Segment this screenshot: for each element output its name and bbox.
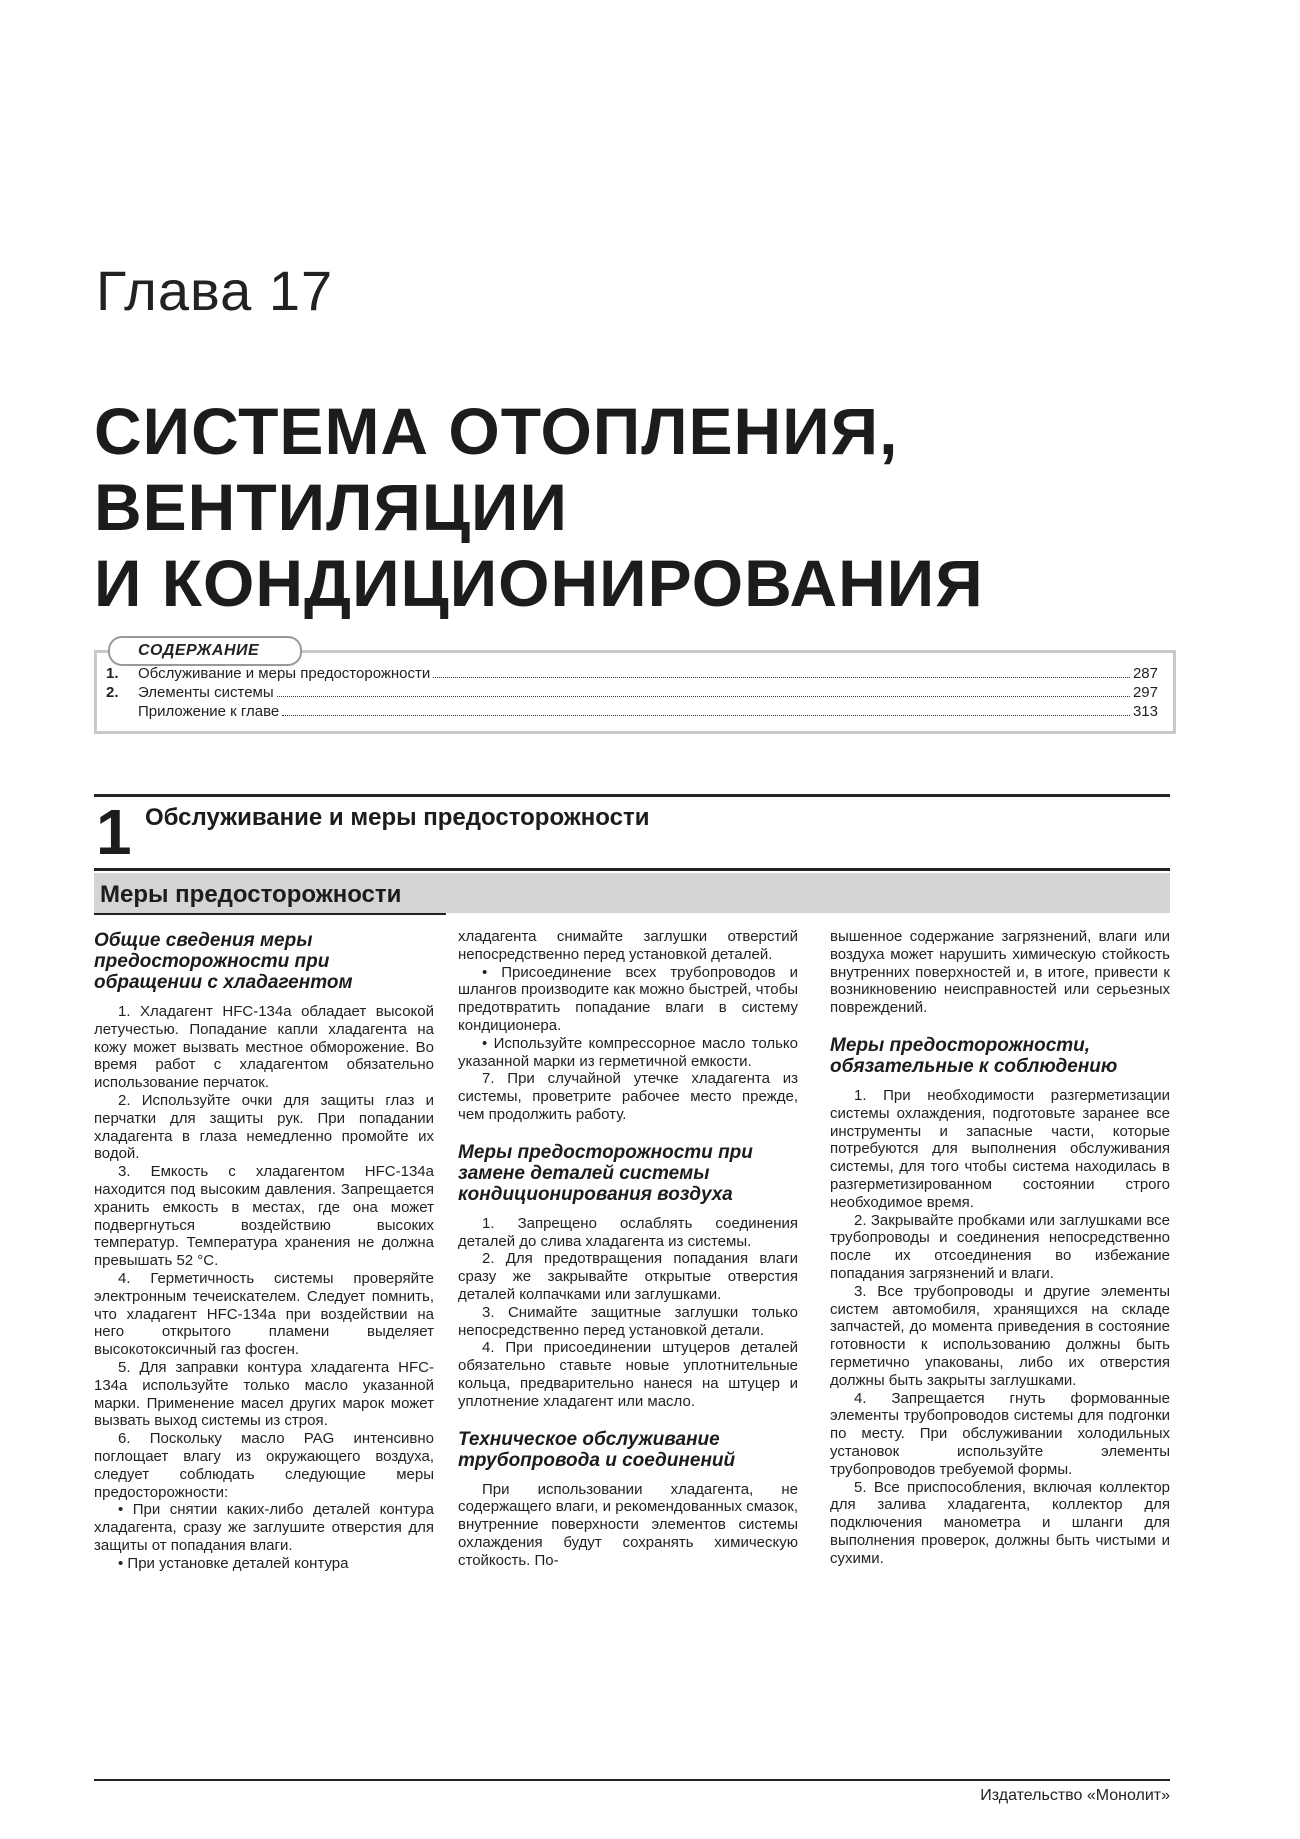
toc-entry-page: 313: [1132, 703, 1158, 720]
bullet-paragraph: • При установке деталей контура: [118, 1554, 349, 1572]
paragraph: 3. Снимайте защитные заглушки только непосредственно перед установкой детали.: [458, 1303, 798, 1339]
paragraph: вышенное содержание загрязнений, влаги или воздуха может нарушить химическую стойкость внутренних поверхностей и, в итоге, привести к возникновению неисправностей или серьезных повреждений.: [830, 928, 1170, 1017]
paragraph: 2. Используйте очки для защиты глаз и перчатки для защиты рук. При попадании хладагента в глаза немедленно промойте их водой.: [94, 1091, 434, 1163]
chapter-title: [94, 393, 1194, 621]
text-column-2: [458, 928, 798, 1570]
subsection-title: Меры предосторожности: [100, 881, 402, 908]
paragraph: 4. Запрещается гнуть формованные элементы трубопроводов системы для подгонки по месту. При обслуживании холодильных установок используйте элементы трубопроводов требуемой формы.: [830, 1389, 1170, 1478]
bullet-paragraph: • Присоединение всех трубопроводов и шлангов производите как можно быстрей, чтобы предотвратить попадание влаги в систему кондиционера.: [458, 963, 798, 1034]
paragraph: 2. Для предотвращения попадания влаги сразу же закрывайте открытые отверстия деталей колпачками или заглушками.: [458, 1250, 798, 1303]
toc-entry-number: 1.: [106, 665, 119, 682]
column-heading: Меры предосторожности, обязательные к соблюдению: [830, 1034, 1118, 1077]
bullet-paragraph: • Используйте компрессорное масло только указанной марки из герметичной емкости.: [458, 1034, 798, 1070]
toc-entry[interactable]: [106, 683, 1158, 702]
publisher-name: Издательство «Монолит»: [980, 1787, 1170, 1804]
paragraph: 5. Все приспособления, включая коллектор для залива хладагента, коллектор для подключения манометра и шланги для выполнения проверок, должны быть чистыми и сухими.: [830, 1478, 1170, 1567]
footer-rule: [94, 1779, 1170, 1781]
chapter-title-line: И КОНДИЦИОНИРОВАНИЯ: [94, 546, 984, 620]
toc-entry[interactable]: [106, 702, 1158, 721]
bullet-paragraph: • При снятии каких-либо деталей контура хладагента, сразу же заглушите отверстия для защиты от попадания влаги.: [94, 1501, 434, 1554]
toc-entry-label: Обслуживание и меры предосторожности: [138, 665, 431, 682]
paragraph: 4. При присоединении штуцеров деталей обязательно ставьте новые уплотнительные кольца, предварительно нанеся на штуцер и уплотнение хладагент или масло.: [458, 1339, 798, 1410]
chapter-title-line: ВЕНТИЛЯЦИИ: [94, 470, 568, 544]
toc-entry-number: 2.: [106, 684, 119, 701]
paragraph: 3. Все трубопроводы и другие элементы систем автомобиля, хранящихся на складе запчастей, до момента приведения в состояние готовности к использованию должны быть герметично упакованы, либо их отверстия должны быть закрыты заглушками.: [830, 1282, 1170, 1389]
paragraph: 2. Закрывайте пробками или заглушками все трубопроводы и соединения непосредственно после их отсоединения во избежание попадания загрязнений и влаги.: [830, 1211, 1170, 1282]
column-heading: Общие сведения меры предосторожности при обращении с хладагентом: [94, 930, 353, 993]
chapter-title-line: СИСТЕМА ОТОПЛЕНИЯ,: [94, 394, 899, 468]
column-heading: Техническое обслуживание трубопровода и соединений: [458, 1428, 736, 1471]
section-bottom-rule: [94, 868, 1170, 871]
toc-entry[interactable]: [106, 664, 1158, 683]
toc-entry-page: 287: [1132, 665, 1158, 682]
section-title: Обслуживание и меры предосторожности: [145, 804, 650, 831]
paragraph: 1. Хладагент HFC-134a обладает высокой летучестью. Попадание капли хладагента на кожу может вызвать местное обморожение. Во время работ с хладагентом обязательно использование перчаток.: [94, 1003, 434, 1092]
paragraph: При использовании хладагента, не содержащего влаги, и рекомендованных смазок, внутренние поверхности элементов системы охлаждения будут сохранять химическую стойкость. По-: [458, 1480, 798, 1569]
toc-heading: СОДЕРЖАНИЕ: [108, 636, 302, 666]
paragraph: 4. Герметичность системы проверяйте электронным течеискателем. Следует помнить, что хладагент HFC-134a при воздействии на него открытого пламени выделяет высокотоксичный газ фосген.: [94, 1269, 434, 1359]
paragraph: 1. Запрещено ослаблять соединения деталей до слива хладагента из системы.: [458, 1214, 798, 1250]
text-column-1: [94, 930, 434, 1573]
text-column-3: [830, 928, 1170, 1568]
toc-leader-dots: [277, 695, 1130, 697]
toc-entry-label: Приложение к главе: [138, 703, 280, 720]
subsection-underline: [94, 913, 446, 915]
toc-leader-dots: [282, 714, 1130, 716]
toc-list: [106, 664, 1158, 721]
paragraph: хладагента снимайте заглушки отверстий непосредственно перед установкой деталей.: [458, 928, 798, 963]
column-heading: Меры предосторожности при замене деталей системы кондиционирования воздуха: [458, 1141, 753, 1205]
toc-entry-page: 297: [1132, 684, 1158, 701]
toc-leader-dots: [433, 676, 1130, 678]
paragraph: 6. Поскольку масло PAG интенсивно поглощает влагу из окружающего воздуха, следует соблюдать следующие меры предосторожности:: [94, 1430, 434, 1501]
paragraph: 5. Для заправки контура хладагента HFC-134a используйте только масло указанной марки. Применение масел других марок может вызвать выход системы из строя.: [94, 1358, 434, 1430]
section-top-rule: [94, 794, 1170, 797]
toc-entry-label: Элементы системы: [138, 684, 274, 701]
paragraph: 7. При случайной утечке хладагента из системы, проветрите рабочее место прежде, чем продолжить работу.: [458, 1070, 798, 1123]
paragraph: 3. Емкость с хладагентом HFC-134a находится под высоким давления. Запрещается хранить емкость в местах, где она может подвергнуться воздействию высоких температур. Температура хранения не должна превышать 52 °С.: [94, 1163, 434, 1270]
paragraph: 1. При необходимости разгерметизации системы охлаждения, подготовьте заранее все инструменты и запасные части, которые потребуются для выполнения обслуживания системы, для того чтобы система находилась в разгерметизированном состоянии строго необходимое время.: [830, 1086, 1170, 1211]
section-number: 1: [96, 796, 132, 868]
chapter-label: Глава 17: [96, 259, 334, 322]
